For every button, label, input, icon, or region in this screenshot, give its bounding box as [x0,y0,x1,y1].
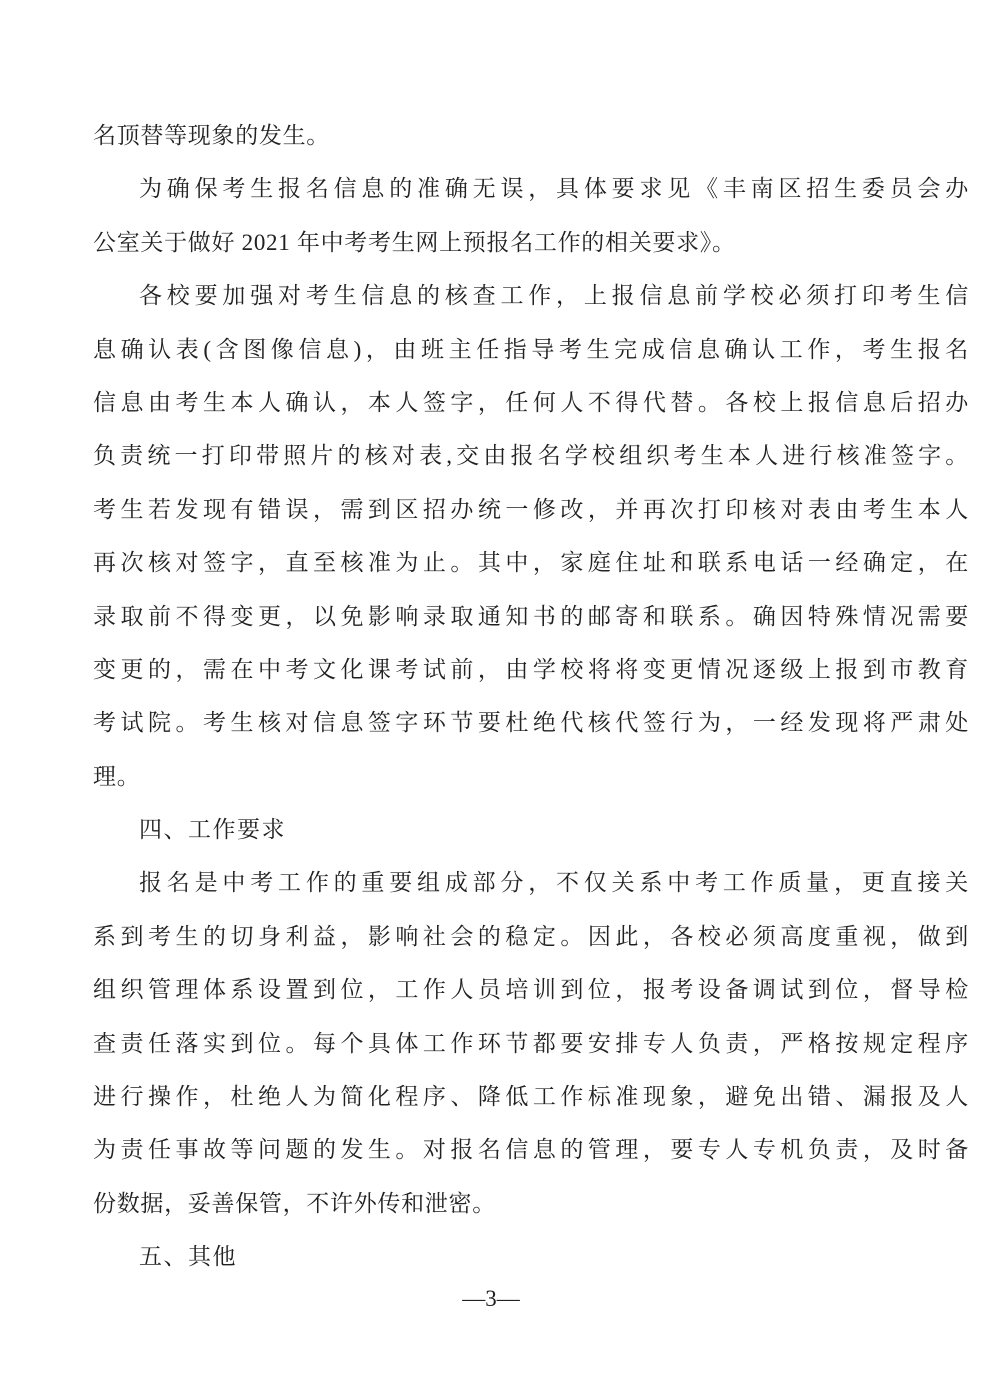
text-line: 理。 [93,763,141,789]
text-line: 变更的，需在中考文化课考试前，由学校将将变更情况逐级上报到市教育 [93,656,969,682]
text-line: 考试院。考生核对信息签字环节要杜绝代核代签行为，一经发现将严肃处 [93,710,969,736]
text-line: 公室关于做好 2021 年中考考生网上预报名工作的相关要求》。 [93,229,736,255]
text-line: 报名是中考工作的重要组成部分，不仅关系中考工作质量，更直接关 [139,870,969,896]
text-line: 录取前不得变更，以免影响录取通知书的邮寄和联系。确因特殊情况需要 [93,603,969,629]
text-line: 再次核对签字，直至核准为止。其中，家庭住址和联系电话一经确定，在 [93,550,969,576]
section-heading: 五、其他 [139,1244,237,1270]
page-number: —3— [462,1286,520,1311]
text-line: 信息由考生本人确认，本人签字，任何人不得代替。各校上报信息后招办 [93,389,969,415]
text-line: 为责任事故等问题的发生。对报名信息的管理，要专人专机负责，及时备 [93,1137,969,1163]
text-line: 为确保考生报名信息的准确无误，具体要求见《丰南区招生委员会办 [139,176,969,202]
text-line: 系到考生的切身利益，影响社会的稳定。因此，各校必须高度重视，做到 [93,923,969,949]
text-line: 负责统一打印带照片的核对表,交由报名学校组织考生本人进行核准签字。 [93,443,969,469]
text-line: 各校要加强对考生信息的核查工作，上报信息前学校必须打印考生信 [139,283,969,309]
text-line: 息确认表(含图像信息)，由班主任指导考生完成信息确认工作，考生报名 [93,336,969,362]
section-heading: 四、工作要求 [139,817,286,843]
text-line: 查责任落实到位。每个具体工作环节都要安排专人负责，严格按规定程序 [93,1030,969,1056]
text-line: 组织管理体系设置到位，工作人员培训到位，报考设备调试到位，督导检 [93,977,969,1003]
text-line: 名顶替等现象的发生。 [93,123,330,148]
document-body [93,109,969,1284]
text-line: 进行操作，杜绝人为简化程序、降低工作标准现象，避免出错、漏报及人 [93,1084,969,1110]
text-line: 考生若发现有错误，需到区招办统一修改，并再次打印核对表由考生本人 [93,496,969,522]
text-line: 份数据，妥善保管，不许外传和泄密。 [93,1190,496,1216]
